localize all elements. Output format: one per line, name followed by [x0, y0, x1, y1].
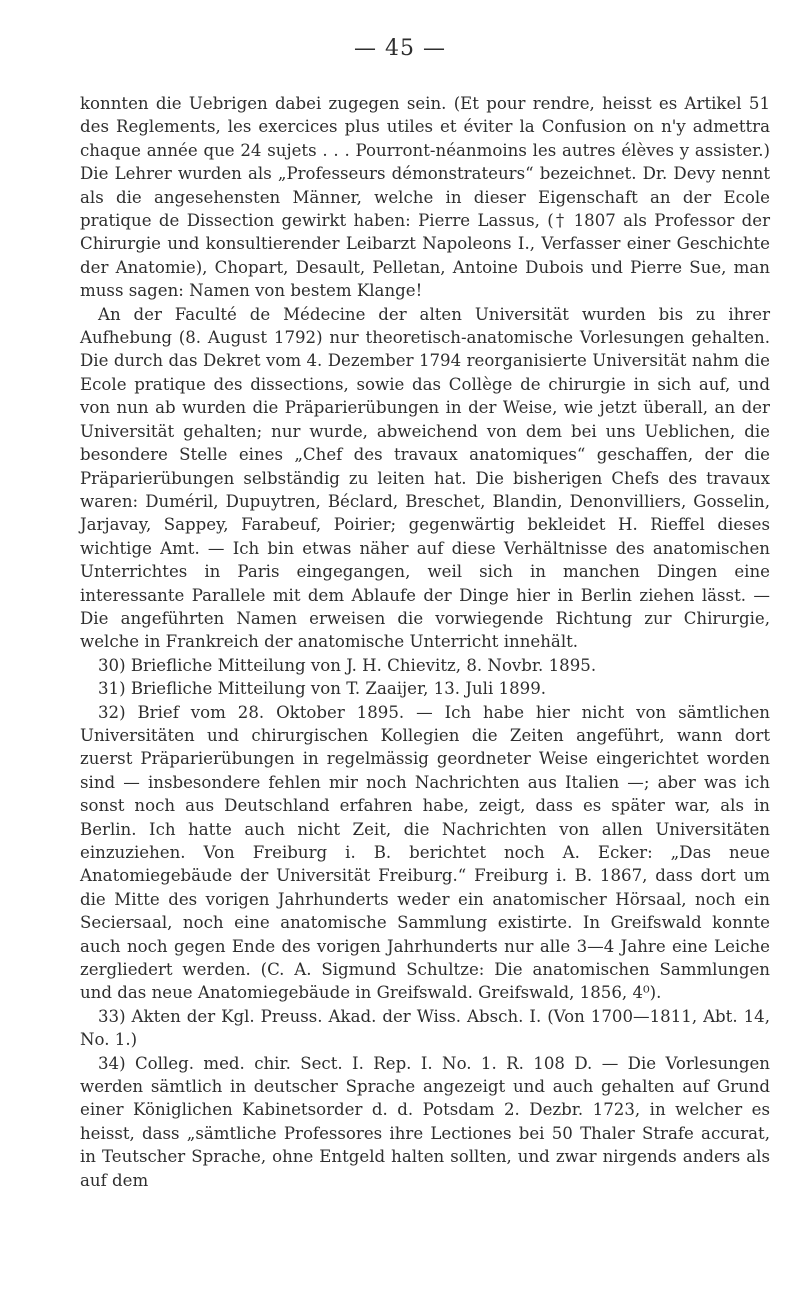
body-text: [80, 92, 770, 1192]
footnote-30: 30) Briefliche Mitteilung von J. H. Chievitz, 8. Novbr. 1895.: [98, 655, 597, 675]
footnote-34: 34) Colleg. med. chir. Sect. I. Rep. I. No. 1. R. 108 D. — Die Vorlesungen werden sämtlich in deutscher Sprache angezeigt und auch gehalten auf Grund einer Königlichen Kabinetsorder d. d. Potsdam 2. Dezbr. 1723, in welcher es heisst, dass „sämtliche Professores ihre Lectiones bei 50 Thaler Strafe accurat, in Teutscher Sprache, ohne Entgeld halten sollten, und zwar nirgends anders als auf dem: [80, 1053, 770, 1190]
footnote-31: 31) Briefliche Mitteilung von T. Zaaijer, 13. Juli 1899.: [98, 679, 547, 699]
paragraph-ecole-pratique: konnten die Uebrigen dabei zugegen sein. (Et pour rendre, heisst es Artikel 51 des Reglements, les exercices plus utiles et éviter la Confusion on n'y admettra chaque année que 24 sujets . . . Pourront-néanmoins les autres élèves y assister.) Die Lehrer wurden als „Professeurs démonstrateurs“ bezeichnet. Dr. Devy nennt als die angesehensten Männer, welche in dieser Eigenschaft an der Ecole pratique de Dissection gewirkt haben: Pierre Lassus, († 1807 als Professor der Chirurgie und konsultierender Leibarzt Napoleons I., Verfasser einer Geschichte der Anatomie), Chopart, Desault, Pelletan, Antoine Dubois und Pierre Sue, man muss sagen: Namen von bestem Klange!: [80, 94, 770, 301]
page-number: — 45 —: [354, 36, 446, 61]
footnote-33: 33) Akten der Kgl. Preuss. Akad. der Wiss. Absch. I. (Von 1700—1811, Abt. 14, No. 1.): [80, 1006, 770, 1050]
footnote-32: 32) Brief vom 28. Oktober 1895. — Ich habe hier nicht von sämtlichen Universitäten und chirurgischen Kollegien die Zeiten angeführt, wann dort zuerst Präparierübungen in regelmässig geordneter Weise eingerichtet worden sind — insbesondere fehlen mir noch Nachrichten aus Italien —; aber was ich sonst noch aus Deutschland erfahren habe, zeigt, dass es später war, als in Berlin. Ich hatte auch nicht Zeit, die Nachrichten von allen Universitäten einzuziehen. Von Freiburg i. B. berichtet noch A. Ecker: „Das neue Anatomiegebäude der Universität Freiburg.“ Freiburg i. B. 1867, dass dort um die Mitte des vorigen Jahrhunderts weder ein anatomischer Hörsaal, noch ein Seciersaal, noch eine anatomische Sammlung existirte. In Greifswald konnte auch noch gegen Ende des vorigen Jahrhunderts nur alle 3—4 Jahre eine Leiche zergliedert werden. (C. A. Sigmund Schultze: Die anatomischen Sammlungen und das neue Anatomiegebäude in Greifswald. Greifswald, 1856, 4⁰).: [80, 702, 770, 1003]
paragraph-faculte-de-medecine: An der Faculté de Médecine der alten Universität wurden bis zu ihrer Aufhebung (8. August 1792) nur theoretisch-anatomische Vorlesungen gehalten. Die durch das Dekret vom 4. Dezember 1794 reorganisierte Universität nahm die Ecole pratique des dissections, sowie das Collège de chirurgie in sich auf, und von nun ab wurden die Präparierübungen in der Weise, wie jetzt überall, an der Universität gehalten; nur wurde, abweichend von dem bei uns Ueblichen, die besondere Stelle eines „Chef des travaux anatomiques“ geschaffen, der die Präparierübungen selbständig zu leiten hat. Die bisherigen Chefs des travaux waren: Duméril, Dupuytren, Béclard, Breschet, Blandin, Denonvilliers, Gosselin, Jarjavay, Sappey, Farabeuf, Poirier; gegenwärtig bekleidet H. Rieffel dieses wichtige Amt. — Ich bin etwas näher auf diese Verhältnisse des anatomischen Unterrichtes in Paris eingegangen, weil sich in manchen Dingen eine interessante Parallele mit dem Ablaufe der Dinge hier in Berlin ziehen lässt. — Die angeführten Namen erweisen die vorwiegende Richtung zur Chirurgie, welche in Frankreich der anatomische Unterricht innehält.: [80, 304, 770, 652]
